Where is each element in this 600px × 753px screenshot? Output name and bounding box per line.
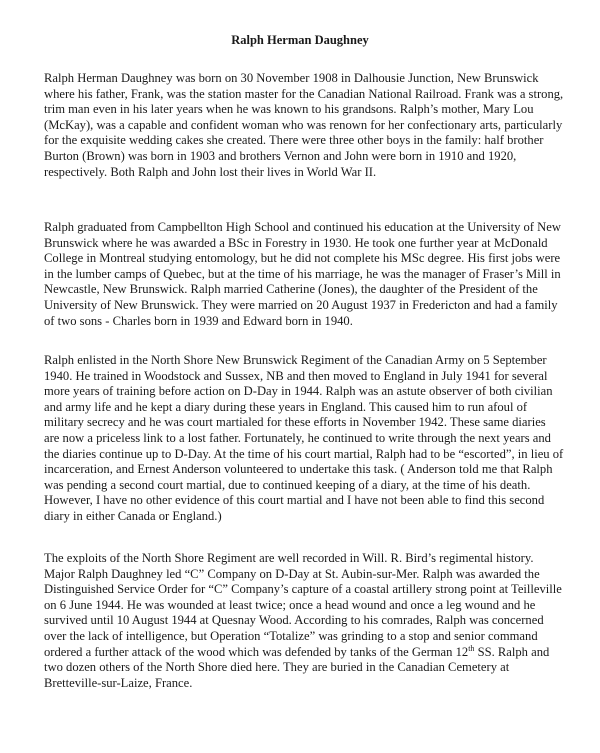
paragraph-text-after-superscript: SS. Ralph and two dozen others of the North Shore died here. They are buried in the Canadian Cemetery at Bretteville-sur-Laize, France. bbox=[44, 644, 550, 690]
page-title: Ralph Herman Daughney bbox=[231, 33, 369, 47]
paragraph-army-diaries: Ralph enlisted in the North Shore New Brunswick Regiment of the Canadian Army on 5 September 1940. He trained in Woodstock and Sussex, NB and then moved to England in July 1941 for several more years of training before action on D-Day in 1944. Ralph was an astute observer of both civilian and army life and he kept a diary during these years in England. This caused him to run afoul of military secrecy and he was court martialed for these efforts in November 1942. These same diaries are now a priceless link to a lost father. Fortunately, he continued to write through the next years and the diaries continue up to D-Day. At the time of his court martial, Ralph had to be “escorted”, in lieu of incarceration, and Ernest Anderson volunteered to undertake this task. ( Anderson told me that Ralph was pending a second court martial, due to continued keeping of a diary, at the time of his death. However, I have no other evidence of this court martial and I have not been able to find this second diary in either Canada or England.) bbox=[44, 353, 564, 523]
paragraph-education-marriage: Ralph graduated from Campbellton High School and continued his education at the University of New Brunswick where he was awarded a BSc in Forestry in 1930. He took one further year at McDonald College in Montreal studying entomology, but he did not complete his MSc degree. His first jobs were in the lumber camps of Quebec, but at the time of his marriage, he was the manager of Fraser’s Mill in Newcastle, New Brunswick. Ralph married Catherine (Jones), the daughter of the President of the University of New Brunswick. They were married on 20 August 1937 in Fredericton and had a family of two sons - Charles born in 1939 and Edward born in 1940. bbox=[44, 220, 561, 328]
paragraph-north-shore-regiment bbox=[44, 551, 564, 691]
paragraph-birth-family: Ralph Herman Daughney was born on 30 November 1908 in Dalhousie Junction, New Brunswick where his father, Frank, was the station master for the Canadian National Railroad. Frank was a strong, trim man even in his later years when he was known to his grandsons. Ralph’s mother, Mary Lou (McKay), was a capable and confident woman who was renown for her confectionary arts, particularly for the exquisite wedding cakes she created. There were three other boys in the family: half brother Burton (Brown) was born in 1903 and brothers Vernon and John were born in 1910 and 1920, respectively. Both Ralph and John lost their lives in World War II. bbox=[44, 71, 564, 179]
paragraph-text-before-superscript: The exploits of the North Shore Regiment are well recorded in Will. R. Bird’s regimental history. Major Ralph Daughney led “C” Company on D-Day at St. Aubin-sur-Mer. Ralph was awarded the Distinguished Service Order for “C” Company’s capture of a coastal artillery strong point at Teilleville on 6 June 1944. He was wounded at least twice; once a head wound and once a leg wound and he survived until 10 August 1944 at Quesnay Wood. According to his comrades, Ralph was concerned over the lack of intelligence, but Operation “Totalize” was grinding to a stop and senior command ordered a further attack of the wood which was defended by tanks of the German 12 bbox=[44, 551, 562, 659]
ordinal-superscript: th bbox=[468, 643, 475, 653]
